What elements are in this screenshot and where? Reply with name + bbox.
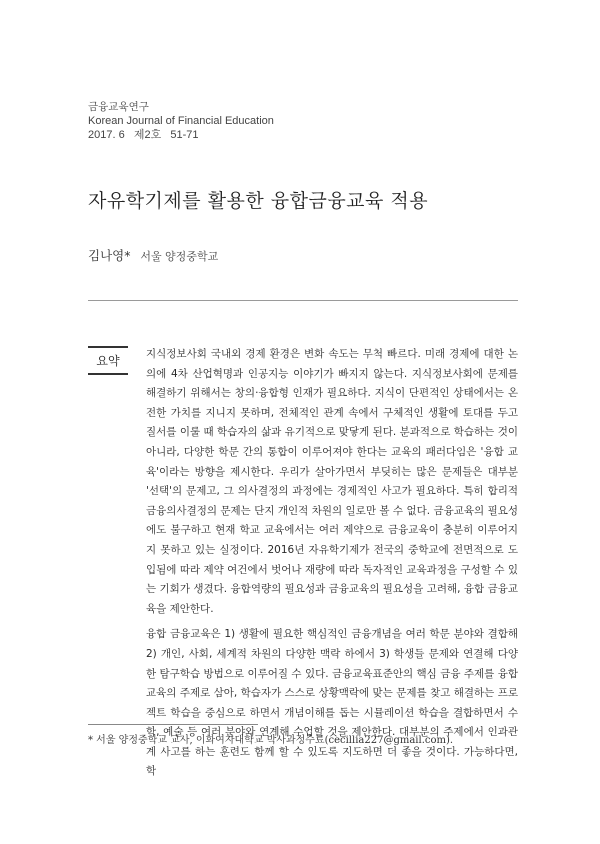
abstract-label: 요약 — [88, 346, 128, 375]
journal-issue-info: 2017. 6 제2호 51-71 — [88, 129, 199, 141]
author-name: 김나영* — [88, 248, 131, 263]
author-line — [88, 246, 218, 264]
header-divider — [88, 300, 518, 301]
abstract-body — [146, 345, 518, 788]
journal-name-english: Korean Journal of Financial Education — [88, 115, 274, 127]
journal-name-korean: 금융교육연구 — [88, 101, 149, 113]
abstract-paragraph-2: 융합 금융교육은 1) 생활에 필요한 핵심적인 금융개념을 여러 학문 분야와 결합해 2) 개인, 사회, 세계적 차원의 다양한 맥락 하에서 3) 학생들 문제와 연결해 다양한 탐구학습 방법으로 이루어질 수 있다. 금융교육표준안의 핵심 금융 주제를 융합교육의 주제로 삼아, 학습자가 스스로 상황맥락에 맞는 문제를 찾고 해결하는 프로젝트 학습을 중심으로 하면서 개념이해를 돕는 시뮬레이션 학습을 결합하면서 수학, 예술 등 여러 분야와 연계해 수업할 것을 제안한다. 대부분의 주제에서 인과관계 사고를 하는 훈련도 함께 할 수 있도록 지도하면 더 좋을 것이다. 가능하다면, 학 — [146, 628, 518, 778]
abstract-paragraph-1: 지식정보사회 국내외 경제 환경은 변화 속도는 무척 빠르다. 미래 경제에 대한 논의에 4차 산업혁명과 인공지능 이야기가 빠지지 않는다. 지식정보사회에 문제를 해결하기 위해서는 창의·융합형 인재가 필요하다. 지식이 단편적인 상태에서는 온전한 가치를 지니지 못하며, 전체적인 관계 속에서 구체적인 생활에 토대를 두고 질서를 이룰 때 학습자의 삶과 유기적으로 맞닿게 된다. 분과적으로 학습하는 것이 아니라, 다양한 학문 간의 통합이 이루어져야 한다는 교육의 패러다임은 '융합 교육'이라는 방향을 제시한다. 우리가 살아가면서 부딪히는 많은 문제들은 대부분 '선택'의 문제고, 그 의사결정의 과정에는 경제적인 사고가 필요하다. 특히 합리적 금융의사결정의 문제는 단지 개인적 차원의 일로만 볼 수 없다. 금융교육의 필요성에도 불구하고 현재 학교 교육에서는 여러 제약으로 금융교육이 충분히 이루어지지 못하고 있는 실정이다. 2016년 자유학기제가 전국의 중학교에 전면적으로 도입됨에 따라 제약 여건에서 벗어나 재량에 따라 독자적인 교육과정을 구성할 수 있는 기회가 생겼다. 융합역량의 필요성과 금융교육의 필요성을 고려해, 융합 금융교육을 제안한다. — [146, 348, 518, 615]
paper-title: 자유학기제를 활용한 융합금융교육 적용 — [88, 190, 429, 212]
author-affiliation: 서울 양정중학교 — [140, 250, 219, 263]
footnote-divider — [88, 724, 258, 725]
journal-header — [88, 100, 274, 142]
author-footnote: * 서울 양정중학교 교사, 이화여자대학교 박사과정수료(cecillia227@gmail.com). — [88, 735, 454, 746]
